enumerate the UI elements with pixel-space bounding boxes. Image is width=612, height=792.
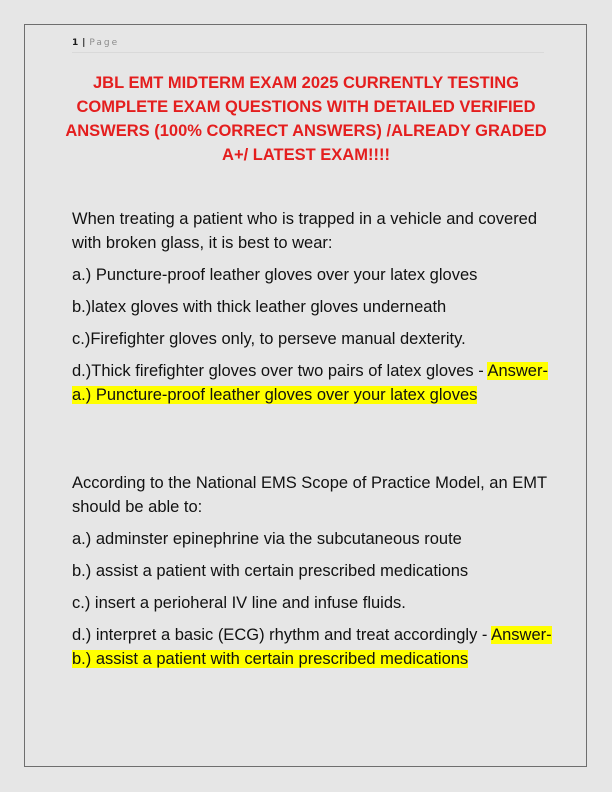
option-d: d.)Thick firefighter gloves over two pairs of latex gloves - (72, 362, 484, 380)
option-d: d.) interpret a basic (ECG) rhythm and treat accordingly - (72, 626, 488, 644)
answer-highlight: Answer-a.) Puncture-proof leather gloves over your latex gloves (72, 362, 548, 404)
page-number: 1 (72, 38, 79, 48)
question-text: According to the National EMS Scope of Practice Model, an EMT should be able to: (72, 474, 547, 516)
option-b: b.) assist a patient with certain prescribed medications (72, 562, 469, 580)
question-block (72, 471, 552, 671)
option-a: a.) adminster epinephrine via the subcutaneous route (72, 530, 462, 548)
option-d-with-answer (72, 359, 552, 407)
option-c: c.) insert a perioheral IV line and infuse fluids. (72, 594, 406, 612)
option-d-with-answer (72, 623, 552, 671)
document-title: JBL EMT MIDTERM EXAM 2025 CURRENTLY TESTING COMPLETE EXAM QUESTIONS WITH DETAILED VERIFIED ANSWERS (100% CORRECT ANSWERS) /ALREADY GRADED A+/ LATEST EXAM!!!! (65, 74, 547, 164)
page-separator: | (82, 38, 86, 48)
page-header (72, 36, 544, 53)
page-label: Page (89, 38, 120, 48)
question-block (72, 207, 552, 407)
option-a: a.) Puncture-proof leather gloves over your latex gloves (72, 266, 478, 284)
option-b: b.)latex gloves with thick leather gloves underneath (72, 298, 447, 316)
option-c: c.)Firefighter gloves only, to perseve manual dexterity. (72, 330, 466, 348)
answer-highlight: Answer-b.) assist a patient with certain prescribed medications (72, 626, 552, 668)
question-text: When treating a patient who is trapped in a vehicle and covered with broken glass, it is best to wear: (72, 210, 538, 252)
